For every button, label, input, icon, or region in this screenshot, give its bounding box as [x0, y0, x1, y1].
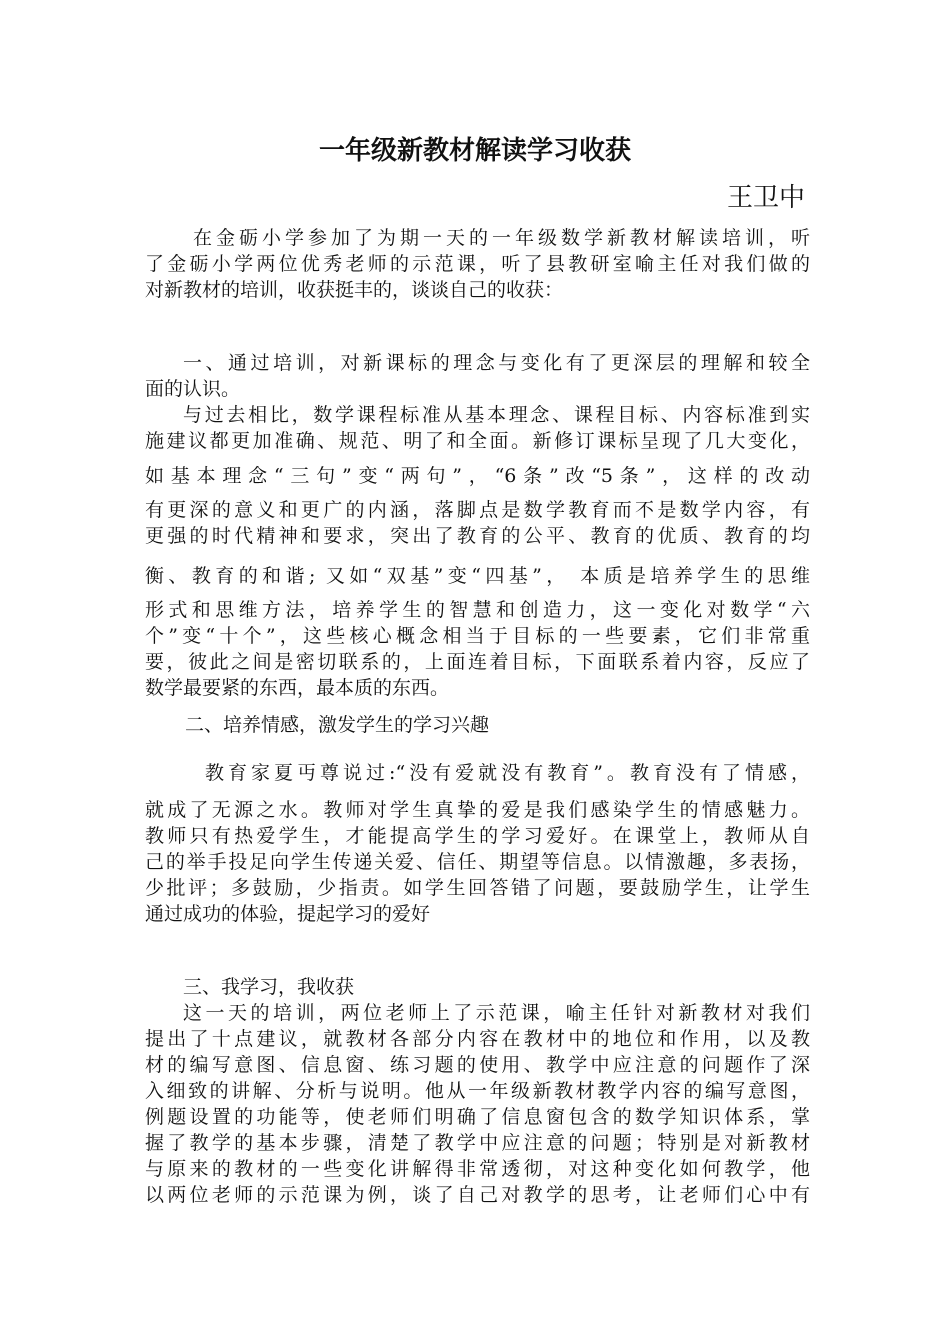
section-heading-line: 二、培养情感，激发学生的学习兴趣 [185, 714, 490, 736]
paragraph-line: 例题设置的功能等，使老师们明确了信息窗包含的数学知识体系，掌 [145, 1106, 810, 1128]
paragraph-line: 形式和思维方法，培养学生的智慧和创造力，这一变化对数学“六 [145, 599, 810, 621]
paragraph-line: 衡、教育的和谐; 又如“双基”变“四基”， 本质是培养学生的思维 [145, 565, 810, 587]
paragraph-line: 提出了十点建议，就教材各部分内容在教材中的地位和作用，以及教 [145, 1028, 810, 1050]
document-author: 王卫中 [726, 183, 805, 213]
paragraph-line: 了金砺小学两位优秀老师的示范课，听了县教研室喻主任对我们做的 [145, 253, 810, 275]
paragraph-line: 个”变“十个”，这些核心概念相当于目标的一些要素，它们非常重 [145, 625, 810, 647]
paragraph-line: 以两位老师的示范课为例，谈了自己对教学的思考，让老师们心中有 [145, 1184, 810, 1206]
section-heading-line: 一、通过培训，对新课标的理念与变化有了更深层的理解和较全 [183, 352, 810, 374]
paragraph-line: 要，彼此之间是密切联系的，上面连着目标，下面联系着内容，反应了 [145, 651, 810, 673]
paragraph-line: 教育家夏丏尊说过:“没有爱就没有教育”。教育没有了情感， [205, 762, 810, 784]
paragraph-line: 更强的时代精神和要求，突出了教育的公平、教育的优质、教育的均 [145, 525, 810, 547]
paragraph-line: 对新教材的培训，收获挺丰的，谈谈自己的收获： [145, 279, 564, 301]
paragraph-line: 与原来的教材的一些变化讲解得非常透彻，对这种变化如何教学，他 [145, 1158, 810, 1180]
paragraph-line: 握了教学的基本步骤，清楚了教学中应注意的问题；特别是对新教材 [145, 1132, 810, 1154]
paragraph-line: 与过去相比，数学课程标准从基本理念、课程目标、内容标准到实 [183, 404, 810, 426]
paragraph-line: 施建议都更加准确、规范、明了和全面。新修订课标呈现了几大变化， [145, 430, 810, 452]
section-heading-line: 面的认识。 [145, 378, 241, 400]
paragraph-line: 材的编写意图、信息窗、练习题的使用、教学中应注意的问题作了深 [145, 1054, 810, 1076]
paragraph-line: 通过成功的体验，提起学习的爱好 [145, 903, 431, 925]
paragraph-line: 己的举手投足向学生传递关爱、信任、期望等信息。以情激趣，多表扬， [145, 851, 810, 873]
paragraph-line: 就成了无源之水。教师对学生真挚的爱是我们感染学生的情感魅力。 [145, 799, 810, 821]
paragraph-line: 有更深的意义和更广的内涵，落脚点是数学教育而不是数学内容，有 [145, 499, 810, 521]
section-heading-line: 三、我学习，我收获 [183, 976, 355, 998]
paragraph-line: 教师只有热爱学生，才能提高学生的学习爱好。在课堂上，教师从自 [145, 825, 810, 847]
paragraph-line: 入细致的讲解、分析与说明。他从一年级新教材教学内容的编写意图， [145, 1080, 810, 1102]
paragraph-line: 如基本理念“三句”变“两句”，“6条”改“5条”，这样的改动 [145, 465, 810, 487]
paragraph-line: 数学最要紧的东西，最本质的东西。 [145, 677, 450, 699]
paragraph-line: 在金砺小学参加了为期一天的一年级数学新教材解读培训，听 [193, 227, 810, 249]
paragraph-line: 少批评；多鼓励，少指责。如学生回答错了问题，要鼓励学生，让学生 [145, 877, 810, 899]
document-title: 一年级新教材解读学习收获 [318, 136, 631, 166]
paragraph-line: 这一天的培训，两位老师上了示范课，喻主任针对新教材对我们 [183, 1002, 810, 1024]
